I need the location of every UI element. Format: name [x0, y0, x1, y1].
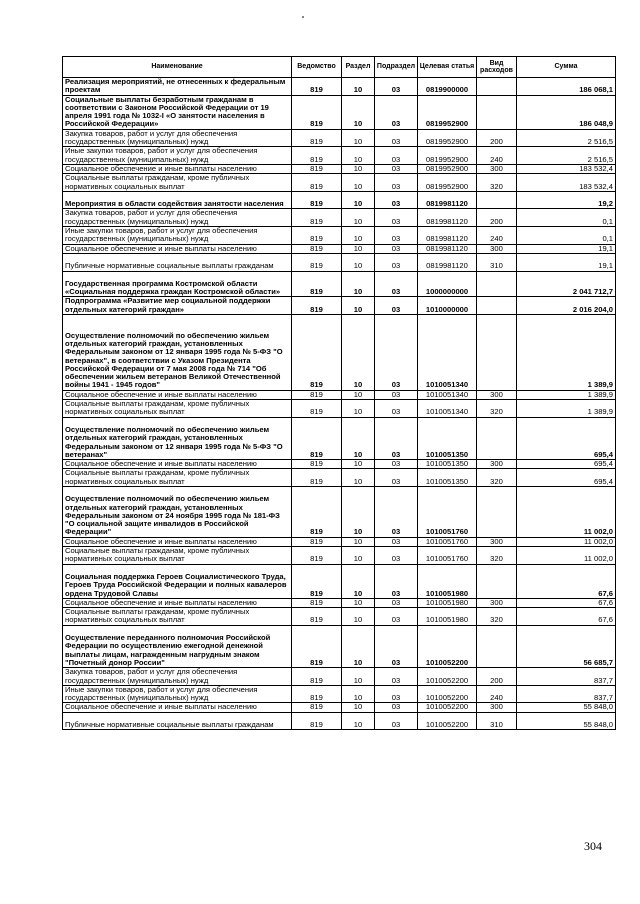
row-department: 819 — [292, 95, 342, 129]
row-target-item: 0819981120 — [418, 209, 477, 227]
row-subsection: 03 — [375, 417, 418, 460]
row-expense-type: 310 — [477, 253, 517, 271]
row-target-item: 0819952900 — [418, 164, 477, 173]
row-department: 819 — [292, 129, 342, 147]
row-section: 10 — [342, 209, 375, 227]
row-section: 10 — [342, 608, 375, 626]
row-department: 819 — [292, 469, 342, 487]
row-amount: 1 389,9 — [517, 390, 616, 399]
row-name: Иные закупки товаров, работ и услуг для обеспечения государственных (муниципальных) нужд — [63, 685, 292, 703]
row-section: 10 — [342, 147, 375, 165]
table-row — [63, 95, 616, 129]
row-department: 819 — [292, 227, 342, 245]
row-section: 10 — [342, 564, 375, 598]
row-section: 10 — [342, 547, 375, 565]
row-expense-type: 300 — [477, 537, 517, 546]
row-name: Осуществление полномочий по обеспечению жильем отдельных категорий граждан, установленных Федеральным законом от 24 ноября 1995 года № 181-ФЗ "О социальной защите инвалидов в Российской Федерации" — [63, 486, 292, 537]
row-section: 10 — [342, 390, 375, 399]
row-amount: 19,1 — [517, 244, 616, 253]
header-subsection: Подраздел — [375, 57, 418, 78]
header-name: Наименование — [63, 57, 292, 78]
row-expense-type — [477, 191, 517, 209]
row-amount: 2 016 204,0 — [517, 297, 616, 315]
row-amount: 1 389,9 — [517, 315, 616, 391]
row-expense-type — [477, 297, 517, 315]
row-target-item: 1010052200 — [418, 685, 477, 703]
row-expense-type — [477, 78, 517, 96]
row-amount: 19,1 — [517, 253, 616, 271]
row-expense-type: 310 — [477, 712, 517, 730]
row-name: Социальные выплаты гражданам, кроме публичных нормативных социальных выплат — [63, 608, 292, 626]
row-subsection: 03 — [375, 129, 418, 147]
row-department: 819 — [292, 625, 342, 668]
row-amount: 67,6 — [517, 564, 616, 598]
row-department: 819 — [292, 400, 342, 418]
row-target-item: 0819981120 — [418, 244, 477, 253]
row-department: 819 — [292, 668, 342, 686]
row-subsection: 03 — [375, 400, 418, 418]
row-department: 819 — [292, 598, 342, 607]
row-expense-type: 300 — [477, 598, 517, 607]
row-department: 819 — [292, 315, 342, 391]
row-expense-type: 200 — [477, 668, 517, 686]
row-subsection: 03 — [375, 469, 418, 487]
row-section: 10 — [342, 191, 375, 209]
row-target-item: 1000000000 — [418, 271, 477, 297]
row-target-item: 1010051760 — [418, 537, 477, 546]
row-amount: 56 685,7 — [517, 625, 616, 668]
table-row — [63, 244, 616, 253]
row-target-item: 0819952900 — [418, 129, 477, 147]
row-target-item: 1010051340 — [418, 400, 477, 418]
row-amount: 186 048,9 — [517, 95, 616, 129]
row-subsection: 03 — [375, 608, 418, 626]
header-target-item: Целевая статья — [418, 57, 477, 78]
row-amount: 0,1 — [517, 209, 616, 227]
table-row — [63, 460, 616, 469]
row-expense-type: 320 — [477, 174, 517, 192]
row-expense-type: 300 — [477, 164, 517, 173]
row-amount: 837,7 — [517, 685, 616, 703]
row-name: Социальное обеспечение и иные выплаты населению — [63, 703, 292, 712]
row-expense-type — [477, 625, 517, 668]
row-target-item: 1010051350 — [418, 417, 477, 460]
row-target-item: 1010051340 — [418, 390, 477, 399]
row-name: Иные закупки товаров, работ и услуг для обеспечения государственных (муниципальных) нужд — [63, 227, 292, 245]
row-name: Социальные выплаты гражданам, кроме публичных нормативных социальных выплат — [63, 547, 292, 565]
page-number: 304 — [584, 839, 602, 853]
row-amount: 2 041 712,7 — [517, 271, 616, 297]
header-expense-type: Вид расходов — [477, 57, 517, 78]
table-row — [63, 78, 616, 96]
row-section: 10 — [342, 625, 375, 668]
table-row — [63, 164, 616, 173]
row-subsection: 03 — [375, 537, 418, 546]
row-department: 819 — [292, 253, 342, 271]
row-name: Закупка товаров, работ и услуг для обеспечения государственных (муниципальных) нужд — [63, 209, 292, 227]
row-subsection: 03 — [375, 712, 418, 730]
row-name: Социальное обеспечение и иные выплаты населению — [63, 390, 292, 399]
row-section: 10 — [342, 598, 375, 607]
row-expense-type: 320 — [477, 469, 517, 487]
table-row — [63, 668, 616, 686]
row-name: Мероприятия в области содействия занятости населения — [63, 191, 292, 209]
row-name: Осуществление переданного полномочия Российской Федерации по осуществлению ежегодной денежной выплаты лицам, награжденным нагрудным знаком "Почетный донор России" — [63, 625, 292, 668]
header-department: Ведомство — [292, 57, 342, 78]
row-expense-type — [477, 417, 517, 460]
row-subsection: 03 — [375, 227, 418, 245]
row-amount: 55 848,0 — [517, 712, 616, 730]
row-amount: 695,4 — [517, 460, 616, 469]
row-department: 819 — [292, 564, 342, 598]
row-department: 819 — [292, 703, 342, 712]
table-row — [63, 253, 616, 271]
row-section: 10 — [342, 668, 375, 686]
row-amount: 0,1 — [517, 227, 616, 245]
row-section: 10 — [342, 164, 375, 173]
row-name: Публичные нормативные социальные выплаты гражданам — [63, 712, 292, 730]
row-target-item: 1010052200 — [418, 668, 477, 686]
row-subsection: 03 — [375, 564, 418, 598]
row-expense-type — [477, 95, 517, 129]
row-name: Закупка товаров, работ и услуг для обеспечения государственных (муниципальных) нужд — [63, 668, 292, 686]
row-subsection: 03 — [375, 486, 418, 537]
table-row — [63, 712, 616, 730]
table-row — [63, 537, 616, 546]
row-section: 10 — [342, 95, 375, 129]
row-expense-type: 240 — [477, 685, 517, 703]
row-section: 10 — [342, 703, 375, 712]
header-amount: Сумма — [517, 57, 616, 78]
budget-table — [62, 56, 616, 730]
row-department: 819 — [292, 390, 342, 399]
row-section: 10 — [342, 271, 375, 297]
row-target-item: 1010000000 — [418, 297, 477, 315]
row-department: 819 — [292, 537, 342, 546]
row-name: Социальное обеспечение и иные выплаты населению — [63, 244, 292, 253]
table-body — [63, 78, 616, 730]
row-expense-type — [477, 564, 517, 598]
row-amount: 695,4 — [517, 417, 616, 460]
table-row — [63, 685, 616, 703]
row-name: Закупка товаров, работ и услуг для обеспечения государственных (муниципальных) нужд — [63, 129, 292, 147]
table-row — [63, 625, 616, 668]
row-name: Социальное обеспечение и иные выплаты населению — [63, 164, 292, 173]
row-department: 819 — [292, 712, 342, 730]
row-name: Осуществление полномочий по обеспечению жильем отдельных категорий граждан, установленных Федеральным законом от 12 января 1995 года № 5-ФЗ "О ветеранах", в соответствии с Указом Президента Российской Федерации от 7 мая 2008 года № 714 "Об обеспечении жильем ветеранов Великой Отечественной войны 1941 - 1945 годов" — [63, 315, 292, 391]
table-row — [63, 315, 616, 391]
row-target-item: 0819981120 — [418, 253, 477, 271]
row-target-item: 1010051980 — [418, 608, 477, 626]
row-amount: 837,7 — [517, 668, 616, 686]
table-row — [63, 129, 616, 147]
row-subsection: 03 — [375, 297, 418, 315]
row-section: 10 — [342, 227, 375, 245]
row-subsection: 03 — [375, 625, 418, 668]
row-amount: 67,6 — [517, 598, 616, 607]
row-department: 819 — [292, 244, 342, 253]
row-section: 10 — [342, 460, 375, 469]
row-section: 10 — [342, 297, 375, 315]
row-department: 819 — [292, 147, 342, 165]
row-expense-type: 320 — [477, 400, 517, 418]
row-target-item: 1010051760 — [418, 547, 477, 565]
table-row — [63, 174, 616, 192]
row-department: 819 — [292, 191, 342, 209]
table-row — [63, 417, 616, 460]
row-section: 10 — [342, 685, 375, 703]
row-name: Социальные выплаты безработным гражданам в соответствии с Законом Российской Федерации от 19 апреля 1991 года № 1032-I «О занятости населения в Российской Федерации» — [63, 95, 292, 129]
row-target-item: 1010051760 — [418, 486, 477, 537]
row-department: 819 — [292, 685, 342, 703]
row-department: 819 — [292, 460, 342, 469]
table-row — [63, 147, 616, 165]
row-name: Социальное обеспечение и иные выплаты населению — [63, 598, 292, 607]
scan-speck — [302, 16, 304, 18]
row-amount: 2 516,5 — [517, 147, 616, 165]
row-department: 819 — [292, 608, 342, 626]
table-row — [63, 191, 616, 209]
row-amount: 2 516,5 — [517, 129, 616, 147]
row-target-item: 0819952900 — [418, 174, 477, 192]
row-target-item: 1010052200 — [418, 625, 477, 668]
row-section: 10 — [342, 417, 375, 460]
row-name: Публичные нормативные социальные выплаты гражданам — [63, 253, 292, 271]
table-row — [63, 297, 616, 315]
row-department: 819 — [292, 417, 342, 460]
row-expense-type: 320 — [477, 608, 517, 626]
row-section: 10 — [342, 400, 375, 418]
table-row — [63, 608, 616, 626]
row-subsection: 03 — [375, 244, 418, 253]
row-amount: 183 532,4 — [517, 174, 616, 192]
row-amount: 67,6 — [517, 608, 616, 626]
row-expense-type — [477, 271, 517, 297]
row-department: 819 — [292, 486, 342, 537]
row-expense-type — [477, 315, 517, 391]
row-expense-type — [477, 486, 517, 537]
row-name: Социальные выплаты гражданам, кроме публичных нормативных социальных выплат — [63, 400, 292, 418]
row-expense-type: 200 — [477, 129, 517, 147]
table-row — [63, 564, 616, 598]
row-section: 10 — [342, 315, 375, 391]
row-subsection: 03 — [375, 191, 418, 209]
row-expense-type: 240 — [477, 147, 517, 165]
row-target-item: 0819900000 — [418, 78, 477, 96]
row-expense-type: 320 — [477, 547, 517, 565]
table-row — [63, 598, 616, 607]
row-amount: 19,2 — [517, 191, 616, 209]
table-row — [63, 400, 616, 418]
row-subsection: 03 — [375, 253, 418, 271]
row-section: 10 — [342, 537, 375, 546]
row-subsection: 03 — [375, 685, 418, 703]
row-section: 10 — [342, 174, 375, 192]
row-section: 10 — [342, 129, 375, 147]
row-expense-type: 200 — [477, 209, 517, 227]
row-expense-type: 300 — [477, 703, 517, 712]
row-target-item: 0819981120 — [418, 227, 477, 245]
row-name: Осуществление полномочий по обеспечению жильем отдельных категорий граждан, установленных Федеральным законом от 12 января 1995 года № 5-ФЗ "О ветеранах" — [63, 417, 292, 460]
row-subsection: 03 — [375, 209, 418, 227]
row-amount: 11 002,0 — [517, 547, 616, 565]
table-header-row — [63, 57, 616, 78]
row-section: 10 — [342, 78, 375, 96]
row-section: 10 — [342, 253, 375, 271]
row-name: Социальные выплаты гражданам, кроме публичных нормативных социальных выплат — [63, 174, 292, 192]
row-subsection: 03 — [375, 598, 418, 607]
row-amount: 55 848,0 — [517, 703, 616, 712]
table-row — [63, 390, 616, 399]
row-subsection: 03 — [375, 390, 418, 399]
row-expense-type: 300 — [477, 390, 517, 399]
row-subsection: 03 — [375, 668, 418, 686]
row-section: 10 — [342, 244, 375, 253]
table-row — [63, 547, 616, 565]
row-subsection: 03 — [375, 78, 418, 96]
row-target-item: 1010052200 — [418, 712, 477, 730]
row-department: 819 — [292, 271, 342, 297]
row-department: 819 — [292, 78, 342, 96]
row-subsection: 03 — [375, 164, 418, 173]
row-target-item: 1010051350 — [418, 460, 477, 469]
row-section: 10 — [342, 712, 375, 730]
row-department: 819 — [292, 547, 342, 565]
row-subsection: 03 — [375, 315, 418, 391]
row-expense-type: 240 — [477, 227, 517, 245]
row-expense-type: 300 — [477, 460, 517, 469]
row-subsection: 03 — [375, 95, 418, 129]
row-target-item: 1010052200 — [418, 703, 477, 712]
row-name: Социальные выплаты гражданам, кроме публичных нормативных социальных выплат — [63, 469, 292, 487]
table-row — [63, 209, 616, 227]
row-name: Реализация мероприятий, не отнесенных к федеральным проектам — [63, 78, 292, 96]
row-section: 10 — [342, 469, 375, 487]
table-row — [63, 227, 616, 245]
row-amount: 186 068,1 — [517, 78, 616, 96]
table-row — [63, 469, 616, 487]
row-amount: 1 389,9 — [517, 400, 616, 418]
row-amount: 183 532,4 — [517, 164, 616, 173]
row-subsection: 03 — [375, 703, 418, 712]
row-subsection: 03 — [375, 460, 418, 469]
row-target-item: 1010051350 — [418, 469, 477, 487]
row-subsection: 03 — [375, 547, 418, 565]
row-department: 819 — [292, 209, 342, 227]
row-target-item: 1010051980 — [418, 564, 477, 598]
table-row — [63, 703, 616, 712]
row-name: Социальное обеспечение и иные выплаты населению — [63, 537, 292, 546]
row-section: 10 — [342, 486, 375, 537]
row-name: Государственная программа Костромской области «Социальная поддержка граждан Костромской области» — [63, 271, 292, 297]
row-department: 819 — [292, 164, 342, 173]
row-name: Социальное обеспечение и иные выплаты населению — [63, 460, 292, 469]
row-subsection: 03 — [375, 271, 418, 297]
row-subsection: 03 — [375, 174, 418, 192]
row-name: Иные закупки товаров, работ и услуг для обеспечения государственных (муниципальных) нужд — [63, 147, 292, 165]
row-target-item: 0819952900 — [418, 147, 477, 165]
row-expense-type: 300 — [477, 244, 517, 253]
row-target-item: 1010051980 — [418, 598, 477, 607]
row-subsection: 03 — [375, 147, 418, 165]
header-section: Раздел — [342, 57, 375, 78]
table-row — [63, 271, 616, 297]
row-amount: 695,4 — [517, 469, 616, 487]
row-name: Социальная поддержка Героев Социалистического Труда, Героев Труда Российской Федерации и полных кавалеров ордена Трудовой Славы — [63, 564, 292, 598]
row-department: 819 — [292, 297, 342, 315]
row-department: 819 — [292, 174, 342, 192]
row-target-item: 1010051340 — [418, 315, 477, 391]
row-target-item: 0819981120 — [418, 191, 477, 209]
table-row — [63, 486, 616, 537]
row-target-item: 0819952900 — [418, 95, 477, 129]
row-name: Подпрограмма «Развитие мер социальной поддержки отдельных категорий граждан» — [63, 297, 292, 315]
row-amount: 11 002,0 — [517, 486, 616, 537]
row-amount: 11 002,0 — [517, 537, 616, 546]
